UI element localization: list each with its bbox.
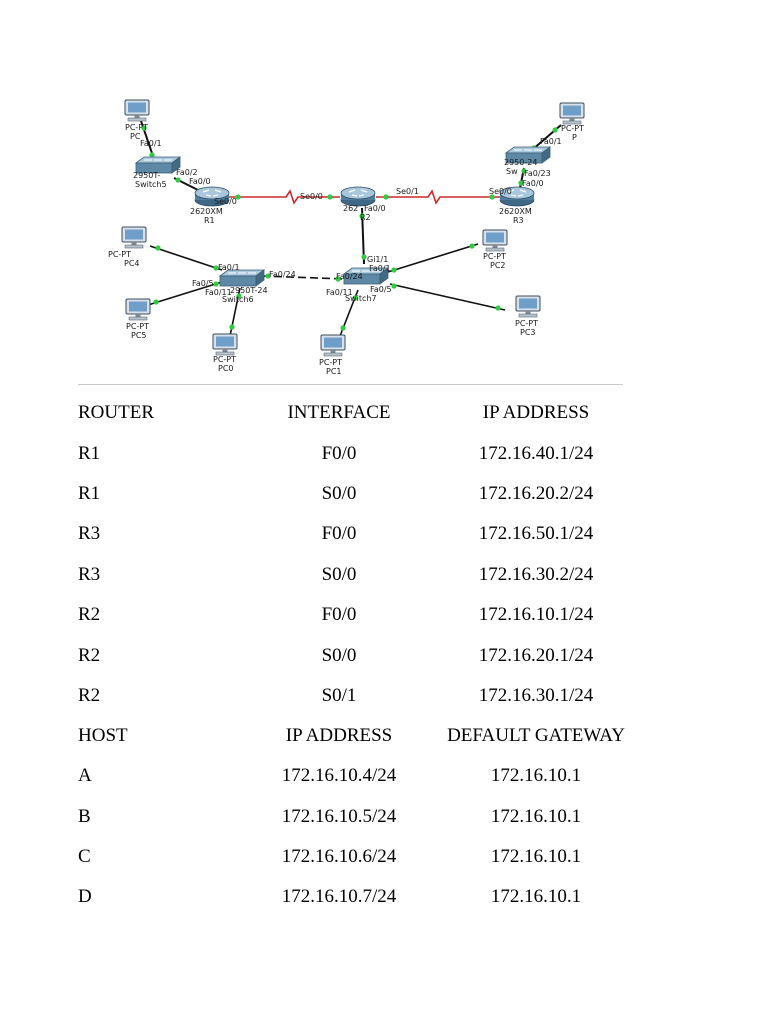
pc1-label: PC-PT [319,358,343,367]
ip-cell: 172.16.30.2/24 [478,564,594,585]
switch6-icon [220,270,264,286]
if-label: Fa0/5 [370,285,392,294]
router-cell: R2 [78,645,101,666]
ip-cell: 172.16.20.1/24 [478,645,594,666]
ip-cell: 172.16.20.2/24 [478,483,594,504]
if-label: Fa0/11 [205,288,232,297]
if-label: Se0/1 [396,187,419,196]
link-switch7-pc3 [390,284,505,310]
ip-cell: 172.16.40.1/24 [478,443,594,464]
if-label: Fa0/2 [176,168,198,177]
gateway-cell: 172.16.10.1 [490,765,582,786]
interface-cell: F0/0 [321,443,357,464]
host-ip-cell: 172.16.10.7/24 [281,886,397,907]
pc4-sublabel: PC4 [124,259,140,268]
pc5-label: PC-PT [126,322,150,331]
pc-top-left-label: PC-PT [125,123,149,132]
router-cell: R2 [78,604,101,625]
host-ip-cell: 172.16.10.4/24 [281,765,397,786]
router-cell: R2 [78,685,101,706]
if-label: Fa0/1 [140,139,162,148]
interface-cell: S0/0 [321,564,357,585]
network-topology-diagram [0,0,768,384]
switch5-model-label: 2950T- [133,171,161,180]
switch-right-model-label: 2950-24 [504,158,538,167]
if-label: Fa0/1 [218,263,240,272]
pc0-label: PC-PT [213,355,237,364]
ip-cell: 172.16.10.1/24 [478,604,594,625]
links [140,118,561,336]
host-ip-col-header: IP ADDRESS [285,725,393,746]
interface-cell: S0/1 [321,685,357,706]
pc-top-right-icon [560,103,584,124]
host-cell: D [78,886,92,907]
router-cell: R3 [78,564,101,585]
ip-cell: 172.16.30.1/24 [478,685,594,706]
pc5-icon [126,299,150,320]
if-label: Fa0/24 [336,272,363,281]
if-label: Fa0/5 [192,279,214,288]
r1-model-label: 2620XM [190,207,223,216]
if-label: Fa0/11 [326,288,353,297]
interface-col-header: INTERFACE [287,402,391,423]
gateway-cell: 172.16.10.1 [490,886,582,907]
gateway-cell: 172.16.10.1 [490,846,582,867]
pc-top-left-icon [125,100,149,121]
link-pc4-switch6 [150,246,222,270]
host-col-header: HOST [78,725,128,746]
if-label: Gi1/1 [367,255,389,264]
if-label: Fa0/23 [524,169,551,178]
r1-name-label: R1 [204,216,215,225]
section-divider [78,384,623,385]
r2-name-label: R2 [360,213,371,222]
host-ip-cell: 172.16.10.6/24 [281,846,397,867]
router-cell: R1 [78,443,101,464]
host-ip-cell: 172.16.10.5/24 [281,806,397,827]
pc0-sublabel: PC0 [218,364,234,373]
switch7-name-label: Switch7 [345,294,377,303]
pc2-sublabel: PC2 [490,261,506,270]
host-cell: C [78,846,91,867]
host-cell: B [78,806,91,827]
ip-address-col-header: IP ADDRESS [482,402,590,423]
switch5-name-label: Switch5 [135,180,167,189]
pc-top-right-sublabel: P [572,133,577,142]
router-cell: R1 [78,483,101,504]
pc3-label: PC-PT [515,319,539,328]
if-label: Fa0/1 [540,137,562,146]
ip-cell: 172.16.50.1/24 [478,523,594,544]
if-label: Se0/0 [214,197,237,206]
if-label: Fa0/0 [522,179,544,188]
link-switch7-pc2 [388,244,478,272]
pc2-icon [483,230,507,251]
r2-model-label: 262 [343,204,359,213]
pc3-sublabel: PC3 [520,328,536,337]
switch-right-name-label: Sw [506,167,518,176]
router-col-header: ROUTER [78,402,154,423]
interface-cell: S0/0 [321,483,357,504]
r3-name-label: R3 [513,216,524,225]
if-label: Fa0/24 [269,270,296,279]
pc5-sublabel: PC5 [131,331,147,340]
r3-model-label: 2620XM [499,207,532,216]
gateway-cell: 172.16.10.1 [490,806,582,827]
serial-link-r1-r2 [228,191,340,203]
pc3-icon [516,296,540,317]
switch6-name-label: Switch6 [222,295,254,304]
pc-top-left-sublabel: PC [130,132,141,141]
if-label: Fa0/1 [369,264,391,273]
if-label: Se0/0 [489,187,512,196]
pc2-label: PC-PT [483,252,507,261]
default-gateway-col-header: DEFAULT GATEWAY [447,725,625,746]
if-label: Fa0/0 [364,204,386,213]
interface-cell: S0/0 [321,645,357,666]
pc0-icon [213,334,237,355]
pc-top-right-label: PC-PT [561,124,585,133]
pc4-label: PC-PT [108,250,132,259]
host-cell: A [78,765,92,786]
switch6-model-label: 2950T-24 [230,286,268,295]
pc1-icon [321,335,345,356]
router-cell: R3 [78,523,101,544]
pc4-icon [122,227,146,248]
interface-cell: F0/0 [321,523,357,544]
pc1-sublabel: PC1 [326,367,342,376]
if-label: Se0/0 [300,192,323,201]
interface-cell: F0/0 [321,604,357,625]
if-label: Fa0/0 [189,177,211,186]
